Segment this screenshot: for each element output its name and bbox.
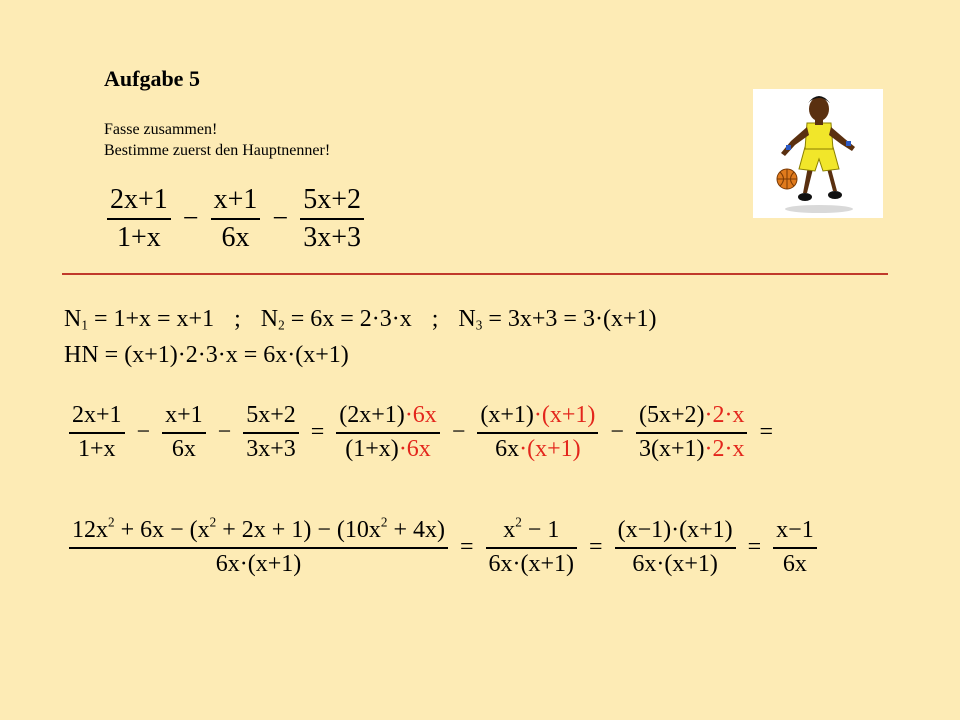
fraction-numerator: 5x+2 — [246, 402, 296, 428]
fraction-bar — [636, 432, 748, 434]
fraction-bar — [211, 218, 261, 220]
fraction-denominator: 3x+3 — [246, 435, 296, 462]
combined-fraction — [69, 514, 448, 578]
simplified-fraction — [486, 514, 578, 578]
fraction-denominator: 6x·(x+1) — [632, 550, 718, 577]
page-title: Aufgabe 5 — [104, 66, 200, 91]
extension-factor: ·(x+1) — [519, 435, 581, 462]
minus-operator: − — [272, 203, 289, 235]
fraction-denominator: 3x+3 — [303, 222, 361, 254]
extension-factor: ·6x — [404, 402, 437, 428]
instructions — [104, 119, 330, 161]
factored-fraction — [615, 517, 736, 578]
minus-operator: − — [217, 419, 232, 446]
n2-expression: = 6x = 2·3·x — [290, 306, 412, 332]
fraction-denominator: (1+x)·6x — [345, 435, 431, 462]
expanded-fraction-1 — [336, 402, 440, 463]
equals-operator: = — [759, 419, 774, 446]
hn-expression: = (x+1)·2·3·x = 6x·(x+1) — [104, 342, 349, 368]
fraction-bar — [300, 218, 364, 220]
fraction-numerator: $x^2 - 1$ — [503, 514, 560, 543]
n3-expression: = 3x+3 = 3·(x+1) — [488, 306, 657, 332]
denominators-line — [64, 306, 656, 333]
extension-factor: ·(x+1) — [533, 402, 596, 428]
expanded-fraction-3 — [636, 402, 748, 463]
fraction-bar — [615, 547, 736, 549]
n3-label: $N_3$ — [458, 306, 483, 333]
section-divider — [62, 273, 888, 275]
minus-operator: − — [182, 203, 199, 235]
n1-expression: = 1+x = x+1 — [93, 306, 215, 332]
fraction-denominator: 6x·(x+1) — [488, 550, 575, 577]
fraction-denominator: 1+x — [78, 435, 116, 462]
fraction-numerator: x−1 — [776, 517, 814, 543]
fraction-bar — [107, 218, 171, 220]
fraction-denominator: 6x — [171, 435, 196, 462]
fraction-denominator: 6x — [221, 222, 250, 254]
fraction-numerator: (5x+2)·2·x — [638, 402, 745, 428]
step1-fraction-3 — [243, 402, 299, 463]
fraction-numerator: (x+1)·(x+1) — [480, 402, 596, 428]
fraction-numerator: 2x+1 — [72, 402, 122, 428]
problem-expression — [104, 184, 367, 254]
extension-factor: ·2·x — [704, 402, 745, 428]
fraction-denominator: 1+x — [117, 222, 161, 254]
fraction-bar — [336, 432, 440, 434]
fraction-bar — [162, 432, 206, 434]
separator: ; — [234, 306, 241, 332]
fraction-bar — [243, 432, 299, 434]
step1-fraction-2 — [162, 402, 206, 463]
fraction-numerator: (2x+1)·6x — [339, 402, 437, 428]
fraction-numerator: $12x^2 + 6x - (x^2 + 2x + 1) - (10x^2 + 4x)$ — [72, 514, 445, 543]
fraction-denominator: 6x·(x+1) — [215, 550, 302, 577]
fraction-bar — [69, 432, 125, 434]
basketball-player-illustration — [753, 89, 883, 218]
expansion-equation — [66, 402, 782, 463]
problem-fraction-2 — [211, 184, 261, 254]
step1-fraction-1 — [69, 402, 125, 463]
instruction-line-1: Fasse zusammen! — [104, 121, 218, 138]
equals-operator: = — [459, 534, 474, 561]
expanded-fraction-2 — [477, 402, 598, 463]
equals-operator: = — [747, 534, 762, 561]
hn-label: HN — [64, 342, 99, 368]
result-fraction — [773, 517, 817, 578]
fraction-numerator: x+1 — [165, 402, 203, 428]
equals-operator: = — [589, 534, 603, 561]
extension-factor: ·6x — [398, 435, 431, 462]
instruction-line-2: Bestimme zuerst den Hauptnenner! — [104, 142, 331, 159]
fraction-denominator: 6x — [782, 550, 807, 577]
problem-fraction-1 — [107, 184, 171, 254]
fraction-numerator: (x−1)·(x+1) — [617, 517, 733, 543]
minus-operator: − — [451, 419, 466, 446]
minus-operator: − — [136, 419, 151, 446]
main-denominator-line — [64, 342, 349, 369]
fraction-bar — [773, 547, 817, 549]
fraction-denominator: 3(x+1)·2·x — [638, 435, 745, 462]
fraction-numerator: 2x+1 — [110, 184, 168, 215]
minus-operator: − — [610, 419, 624, 446]
simplification-equation — [66, 514, 820, 578]
fraction-denominator: 6x·(x+1) — [495, 435, 581, 462]
fraction-bar — [69, 547, 448, 549]
basketball-player-icon — [753, 89, 883, 218]
n1-label: $N_1$ — [64, 306, 88, 333]
fraction-bar — [477, 432, 598, 434]
n2-label: $N_2$ — [260, 306, 285, 333]
separator: ; — [431, 306, 439, 332]
fraction-bar — [486, 547, 578, 549]
fraction-numerator: x+1 — [213, 184, 258, 215]
extension-factor: ·2·x — [704, 435, 745, 462]
problem-fraction-3 — [300, 184, 364, 254]
equals-operator: = — [310, 419, 325, 446]
fraction-numerator: 5x+2 — [303, 184, 361, 215]
